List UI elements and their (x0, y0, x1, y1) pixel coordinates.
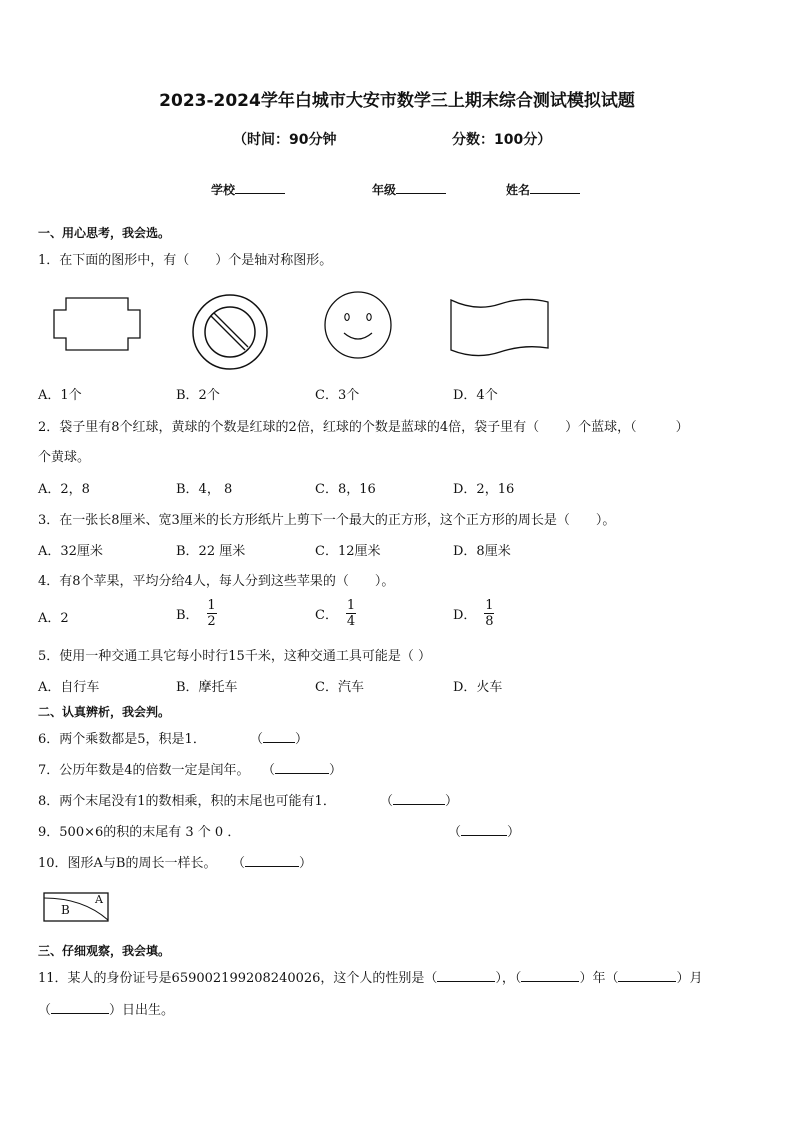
region-a-label: A (95, 893, 103, 906)
fraction-one-eighth (484, 598, 494, 629)
q4-option-d-letter: D． (453, 608, 477, 623)
time-label: （时间：90分钟 (233, 132, 337, 148)
question-8: 8．两个末尾没有1的数相乘，积的末尾也可能有1． (38, 794, 336, 809)
paren-close: ） (445, 794, 459, 809)
paren-open: （ (448, 825, 462, 840)
q4-option-c[interactable] (315, 598, 356, 629)
name-field (506, 181, 580, 198)
q11-blank-year[interactable] (521, 969, 579, 982)
no-entry-sign-figure (190, 292, 270, 372)
fraction-one-half (207, 598, 217, 629)
grade-label: 年级 (372, 183, 397, 197)
q5-option-a[interactable]: A．自行车 (38, 680, 100, 695)
q11-text-f: ）日出生。 (109, 1003, 175, 1018)
paren-close: ） (299, 856, 313, 871)
section-1-heading: 一、用心思考，我会选。 (38, 226, 171, 240)
q10-answer-blank[interactable] (232, 852, 312, 871)
q3-option-b[interactable]: B．22 厘米 (176, 544, 246, 559)
q8-answer-blank[interactable] (380, 790, 458, 809)
question-5: 5．使用一种交通工具它每小时行15千米，这种交通工具可能是（ ） (38, 649, 431, 664)
question-2-line-2: 个黄球。 (38, 450, 91, 465)
q1-option-d[interactable]: D．4个 (453, 388, 498, 403)
q6-answer-blank[interactable] (250, 728, 308, 747)
school-label: 学校 (211, 183, 236, 197)
notched-rectangle-figure (52, 298, 142, 352)
question-3: 3．在一张长8厘米、宽3厘米的长方形纸片上剪下一个最大的正方形，这个正方形的周长是（ ）。 (38, 513, 616, 528)
question-7: 7．公历年数是4的倍数一定是闰年。 (38, 763, 250, 778)
q4-option-b-letter: B． (176, 608, 199, 623)
q7-answer-blank[interactable] (262, 759, 342, 778)
q11-text-e: （ (38, 1003, 52, 1018)
question-1: 1．在下面的图形中，有（ ）个是轴对称图形。 (38, 253, 333, 268)
school-field (211, 181, 285, 198)
smiley-face-figure (322, 289, 394, 361)
q4-option-d[interactable] (453, 598, 494, 629)
q11-text-b: ），（ (495, 971, 522, 986)
ab-rectangle-figure (43, 892, 109, 922)
question-11-line-2 (38, 999, 174, 1018)
grade-field (372, 181, 446, 198)
q11-blank-month[interactable] (618, 969, 676, 982)
name-label: 姓名 (506, 183, 531, 197)
q2-option-c[interactable]: C．8，16 (315, 482, 376, 497)
q9-answer-blank[interactable] (448, 821, 520, 840)
section-2-heading: 二、认真辨析，我会判。 (38, 705, 171, 719)
q2-option-b[interactable]: B．4， 8 (176, 482, 233, 497)
region-b-label: B (61, 903, 70, 917)
question-10: 10．图形A与B的周长一样长。 (38, 856, 217, 871)
q4-option-b[interactable] (176, 598, 217, 629)
paren-open: （ (262, 763, 276, 778)
paren-close: ） (329, 763, 343, 778)
q4-option-c-letter: C． (315, 608, 338, 623)
q11-text-a: 11．某人的身份证号是659002199208240026，这个人的性别是（ (38, 971, 438, 986)
denominator: 2 (207, 614, 216, 629)
paren-close: ） (507, 825, 521, 840)
q11-text-d: ）月 (676, 971, 703, 986)
question-2-line-1: 2．袋子里有8个红球，黄球的个数是红球的2倍，红球的个数是蓝球的4倍，袋子里有（ ）个蓝球，（ ） (38, 420, 689, 435)
denominator: 4 (346, 614, 356, 629)
paren-open: （ (250, 732, 264, 747)
fraction-one-quarter (346, 598, 356, 629)
q11-blank-gender[interactable] (437, 969, 495, 982)
section-3-heading: 三、仔细观察，我会填。 (38, 944, 171, 958)
numerator: 1 (207, 598, 216, 613)
q11-blank-day[interactable] (51, 1001, 109, 1014)
q1-option-b[interactable]: B．2个 (176, 388, 220, 403)
q3-option-a[interactable]: A．32厘米 (38, 544, 103, 559)
q3-option-d[interactable]: D．8厘米 (453, 544, 511, 559)
score-label: 分数：100分） (452, 132, 552, 148)
q5-option-b[interactable]: B．摩托车 (176, 680, 238, 695)
denominator: 8 (485, 614, 494, 629)
question-4: 4．有8个苹果，平均分给4人，每人分到这些苹果的（ ）。 (38, 574, 395, 589)
question-6: 6．两个乘数都是5，积是1． (38, 732, 206, 747)
q3-option-c[interactable]: C．12厘米 (315, 544, 381, 559)
paren-open: （ (380, 794, 394, 809)
q11-text-c: ）年（ (579, 971, 619, 986)
q2-option-d[interactable]: D．2，16 (453, 482, 515, 497)
grade-blank[interactable] (396, 181, 446, 194)
q2-option-a[interactable]: A．2，8 (38, 482, 90, 497)
q5-option-d[interactable]: D．火车 (453, 680, 503, 695)
q5-option-c[interactable]: C．汽车 (315, 680, 364, 695)
paren-close: ） (295, 732, 309, 747)
numerator: 1 (485, 598, 494, 613)
q1-option-c[interactable]: C．3个 (315, 388, 360, 403)
question-9: 9．500×6的积的末尾有 3 个 0 ． (38, 825, 241, 840)
paren-open: （ (232, 856, 246, 871)
q4-option-a[interactable]: A．2 (38, 611, 69, 626)
school-blank[interactable] (235, 181, 285, 194)
page-title: 2023-2024学年白城市大安市数学三上期末综合测试模拟试题 (159, 91, 635, 111)
name-blank[interactable] (530, 181, 580, 194)
waving-flag-figure (448, 296, 552, 362)
numerator: 1 (346, 598, 356, 613)
question-11-line-1 (38, 967, 702, 986)
q1-option-a[interactable]: A．1个 (38, 388, 82, 403)
